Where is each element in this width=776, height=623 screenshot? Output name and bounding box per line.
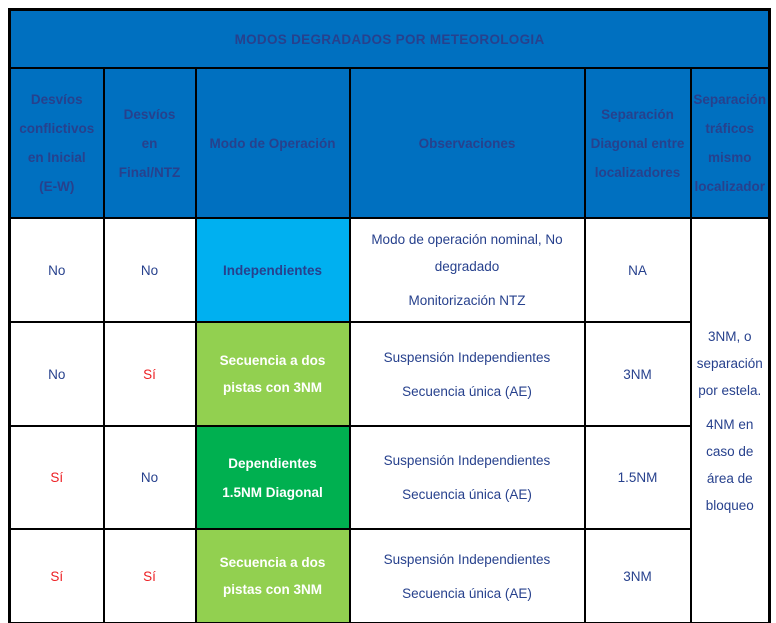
column-header-text: [354, 130, 581, 157]
column-header-observaciones: [350, 68, 585, 218]
column-header-text: [14, 86, 100, 200]
observaciones-text: [354, 546, 581, 607]
text-line: mismo: [708, 150, 752, 165]
separacion-trafico-merged-cell: [691, 218, 770, 623]
observaciones-cell: [350, 426, 585, 529]
desvios-final-cell: Sí: [104, 322, 196, 426]
column-header-separacion-diagonal: [585, 68, 691, 218]
text-line: Independientes: [222, 262, 322, 278]
data-row: [10, 322, 770, 426]
degraded-modes-table: [8, 8, 771, 623]
text-line: Secuencia única (AE): [402, 487, 532, 502]
desvios-inicial-cell: No: [10, 322, 104, 426]
text-line: Suspensión Independientes: [383, 349, 551, 365]
separacion-diagonal-cell: 3NM: [585, 529, 691, 623]
text-line: 4NM en caso de área de bloqueo: [705, 416, 754, 513]
text-line: Secuencia a dos pistas con 3NM: [219, 555, 326, 597]
observaciones-text: [354, 226, 581, 314]
text-line: Observaciones: [418, 135, 516, 151]
observaciones-cell: [350, 218, 585, 322]
separacion-diagonal-cell: 3NM: [585, 322, 691, 426]
text-line: Desvíos: [30, 92, 83, 107]
text-line: Suspensión Independientes: [383, 453, 551, 468]
text-line: localizadores: [594, 164, 681, 180]
text-line: conflictivos: [19, 121, 95, 136]
observaciones-cell: [350, 322, 585, 426]
modo-text: [200, 257, 346, 284]
data-row: [10, 218, 770, 322]
text-line: 3NM, o separación por estela.: [696, 328, 763, 398]
text-line: Diagonal entre: [590, 135, 685, 151]
text-line: Secuencia a dos pistas con 3NM: [219, 353, 326, 395]
observaciones-text: [354, 344, 581, 405]
separacion-trafico-text: [694, 323, 767, 519]
text-line: tráficos: [705, 121, 755, 136]
desvios-inicial-cell: Sí: [10, 426, 104, 529]
text-line: Monitorización NTZ: [408, 293, 526, 308]
column-header-desvios-final: [104, 68, 196, 218]
header-row: [10, 68, 770, 218]
desvios-final-cell: No: [104, 426, 196, 529]
column-header-separacion-trafico: [691, 68, 770, 218]
separacion-diagonal-cell: 1.5NM: [585, 426, 691, 529]
observaciones-text: [354, 447, 581, 508]
text-line: Secuencia única (AE): [402, 383, 532, 399]
text-line: Modo de operación nominal, No degradado: [371, 232, 563, 274]
separacion-diagonal-cell: NA: [585, 218, 691, 322]
modo-operacion-cell: [196, 529, 350, 623]
column-header-text: [200, 130, 346, 157]
text-line: localizador: [694, 179, 766, 194]
column-header-modo-operacion: [196, 68, 350, 218]
text-line: Final/NTZ: [118, 164, 181, 180]
text-line: en Inicial: [27, 150, 86, 165]
modo-operacion-cell: [196, 218, 350, 322]
text-line: Separación: [693, 92, 767, 107]
text-line: Dependientes: [228, 455, 317, 471]
modo-text: [200, 347, 346, 401]
text-line: (E-W): [39, 179, 75, 194]
text-line: Desvíos: [123, 106, 176, 122]
column-header-desvios-inicial: [10, 68, 104, 218]
column-header-text: [693, 86, 768, 200]
modo-operacion-cell: [196, 426, 350, 529]
text-line: Separación: [601, 106, 674, 122]
table-title: MODOS DEGRADADOS POR METEOROLOGIA: [10, 10, 770, 69]
desvios-inicial-cell: No: [10, 218, 104, 322]
modo-operacion-cell: [196, 322, 350, 426]
desvios-final-cell: No: [104, 218, 196, 322]
text-line: Suspensión Independientes: [383, 551, 551, 567]
text-line: Modo de Operación: [209, 135, 336, 151]
modo-text: [200, 450, 346, 506]
desvios-inicial-cell: Sí: [10, 529, 104, 623]
data-row: [10, 426, 770, 529]
text-line: en: [141, 135, 158, 151]
text-line: Secuencia única (AE): [402, 585, 532, 601]
modo-text: [200, 549, 346, 603]
data-row: [10, 529, 770, 623]
title-row: [10, 10, 770, 69]
column-header-text: [589, 101, 687, 186]
column-header-text: [108, 101, 192, 186]
desvios-final-cell: Sí: [104, 529, 196, 623]
observaciones-cell: [350, 529, 585, 623]
text-line: 1.5NM Diagonal: [222, 484, 323, 500]
